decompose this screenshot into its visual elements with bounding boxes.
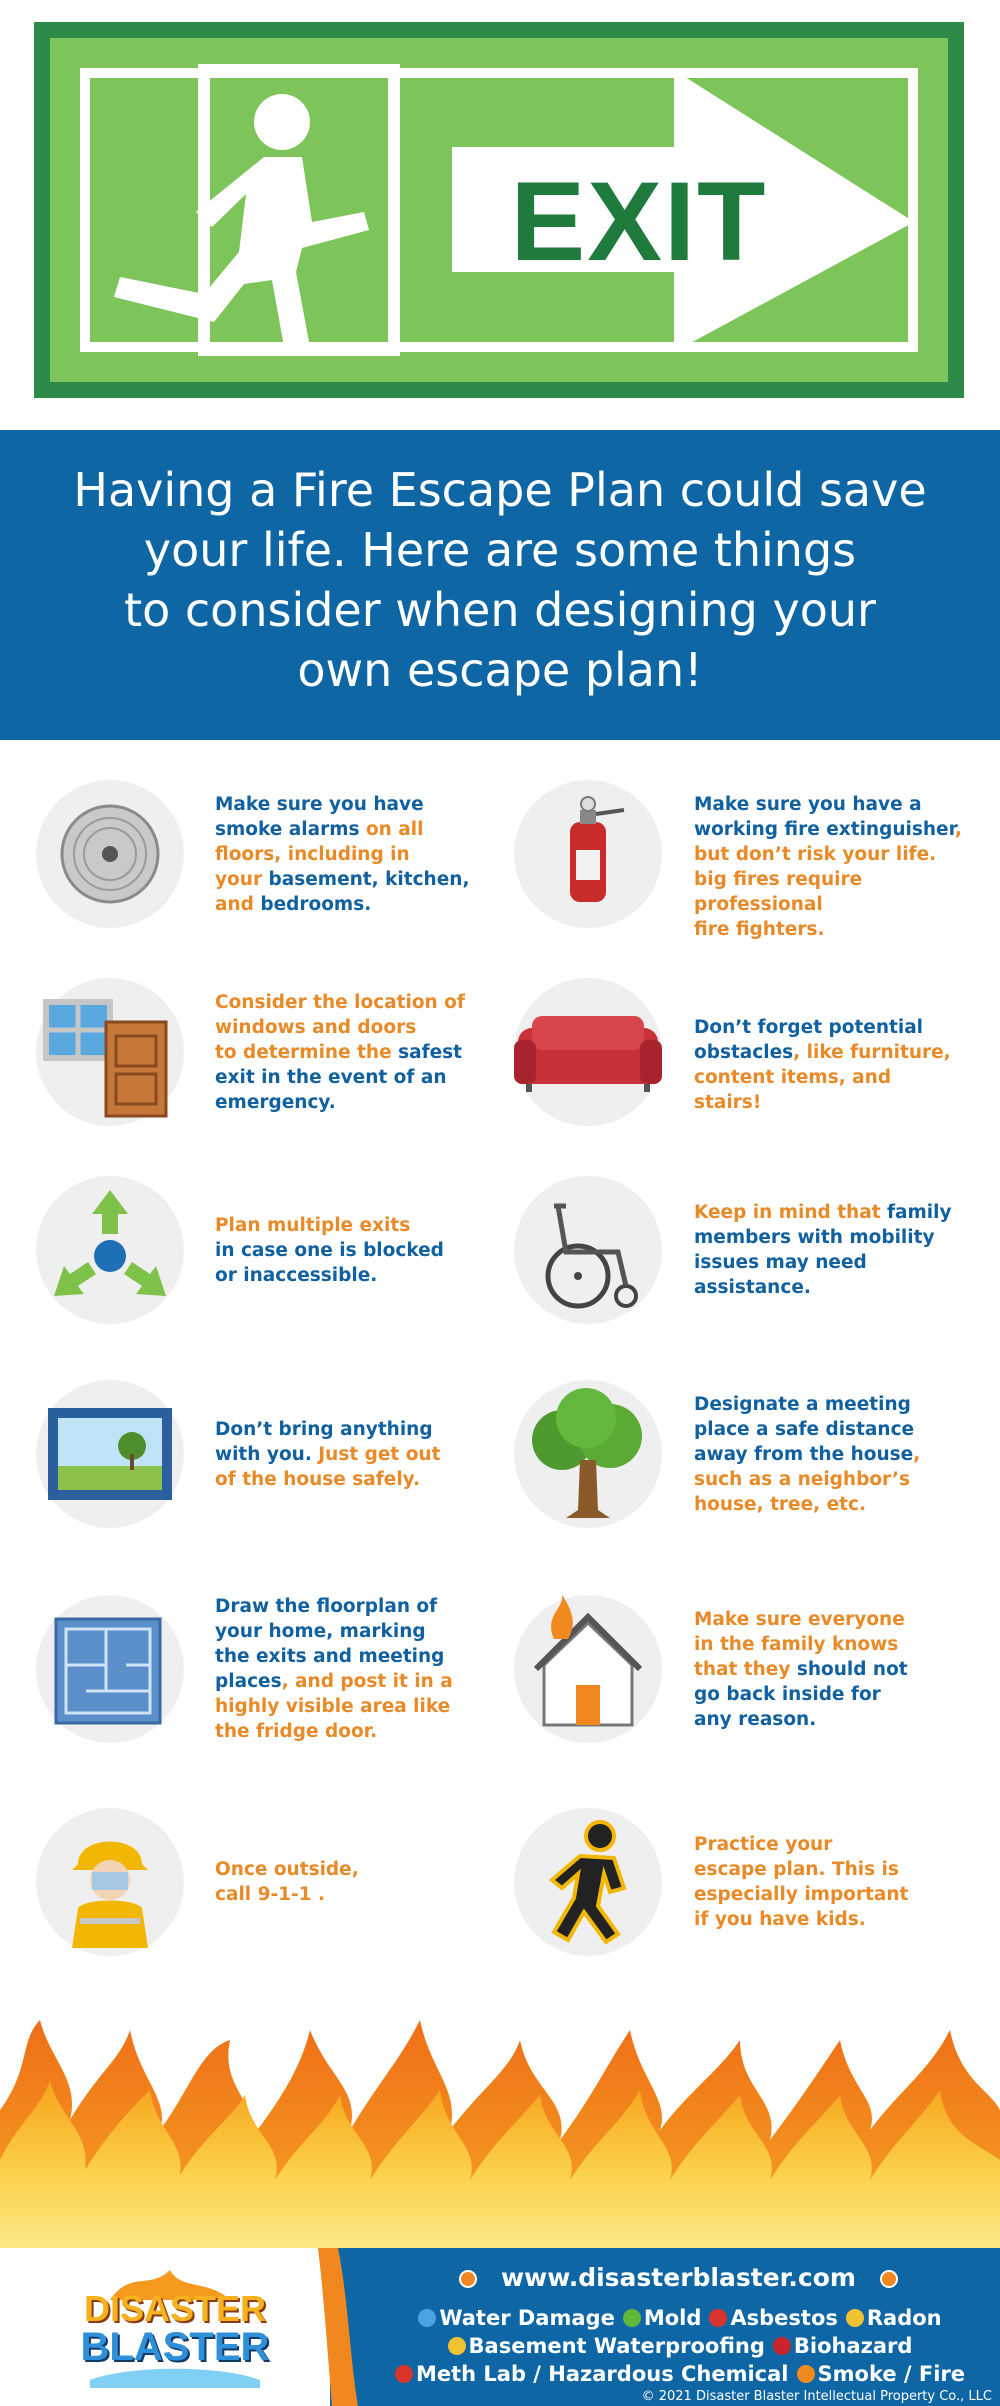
firefighter-icon <box>36 1808 184 1956</box>
tip-line <box>215 1263 485 1288</box>
service-label: Biohazard <box>793 2334 913 2358</box>
tip-line <box>694 1882 964 1907</box>
tip-line <box>215 1669 485 1694</box>
footer-url-row <box>360 2262 1000 2294</box>
tip-icon-circle <box>514 978 662 1126</box>
services-row-2 <box>360 2332 1000 2360</box>
tip-line <box>215 1694 485 1719</box>
tip-text-segment: family <box>887 1202 952 1223</box>
tip-line <box>215 1213 485 1238</box>
copyright: © 2021 Disaster Blaster Intellectual Property Co., LLC <box>641 2389 992 2404</box>
tip-text-segment: or inaccessible. <box>215 1264 378 1286</box>
tip-text-segment: should not <box>796 1658 908 1680</box>
intro-line: your life. Here are some things <box>143 523 857 577</box>
tip-icon-circle <box>514 1595 662 1743</box>
tip-icon-circle <box>36 1595 184 1743</box>
fire-extinguisher-icon <box>514 780 662 928</box>
tip-text-segment: safest <box>398 1041 463 1063</box>
tip-icon-circle <box>36 978 184 1126</box>
tip-text <box>694 792 964 942</box>
tip-text-segment: in case one is blocked <box>215 1239 444 1261</box>
wheelchair-icon <box>514 1176 662 1324</box>
tip-icon-circle <box>514 780 662 928</box>
smoke-alarm-icon <box>36 780 184 928</box>
tip-text-segment: Make sure everyone <box>694 1608 905 1630</box>
tip-text-segment: place a safe distance <box>694 1418 915 1440</box>
tip-line <box>694 867 964 917</box>
tip-text <box>215 1594 485 1744</box>
tip-line <box>215 1015 485 1040</box>
service-label: Meth Lab / Hazardous Chemical <box>415 2362 789 2386</box>
tip-line <box>694 1442 964 1467</box>
tip-text-segment: smoke alarms <box>215 818 366 840</box>
tip-icon-circle <box>514 1808 662 1956</box>
tip-text-segment: Make sure you have a <box>694 793 922 815</box>
tip-line <box>215 1090 485 1115</box>
mold-icon <box>623 2309 641 2327</box>
tip-line <box>215 1065 485 1090</box>
footer-divider-swoosh <box>318 2248 358 2406</box>
tip-text-segment: with you. <box>215 1443 319 1465</box>
tip-line <box>215 1857 485 1882</box>
biohazard-icon <box>773 2337 791 2355</box>
tip-line <box>694 1492 964 1517</box>
tip-text-segment: in the family knows <box>694 1633 899 1655</box>
exit-label: EXIT <box>510 159 768 284</box>
tip-text-segment: the fridge door. <box>215 1721 378 1742</box>
tip-line <box>694 1607 964 1632</box>
tip-icon-circle <box>36 780 184 928</box>
tip-text-segment: Don’t forget potential <box>694 1016 924 1038</box>
services-row-3 <box>360 2360 1000 2388</box>
tip-line <box>215 1882 485 1907</box>
tip-line <box>215 990 485 1015</box>
tip-text-segment: on all <box>365 818 424 840</box>
tip-icon-circle <box>514 1176 662 1324</box>
tip-text <box>694 1832 964 1932</box>
tip-text-segment: if you have kids. <box>694 1909 866 1930</box>
tip-text <box>215 1857 485 1907</box>
tip-line <box>694 1392 964 1417</box>
tip-line <box>694 1065 964 1115</box>
services-row-1 <box>360 2304 1000 2332</box>
tip-text-segment: call 9-1-1 . <box>215 1884 326 1905</box>
tip-text-segment: , and post it in a <box>281 1671 453 1692</box>
tip-text-segment: Designate a meeting <box>694 1393 911 1415</box>
floorplan-icon <box>36 1595 184 1743</box>
tip-text-segment: places <box>215 1671 282 1692</box>
exit-sign <box>34 22 964 398</box>
tip-text-segment: your home, marking <box>215 1621 426 1642</box>
disaster-blaster-logo[interactable] <box>70 2270 280 2390</box>
tip-line <box>694 1225 964 1250</box>
tip-line <box>215 1619 485 1644</box>
tip-line <box>215 867 485 892</box>
tip-text-segment: big fires require professional <box>694 868 863 915</box>
picture-frame-icon <box>36 1380 184 1528</box>
tip-text-segment: working fire extinguisher <box>694 818 955 840</box>
tip-text-segment: obstacles <box>694 1041 794 1063</box>
tip-text-segment: members with mobility <box>694 1227 935 1248</box>
running-person-icon <box>514 1808 662 1956</box>
service-label: Radon <box>866 2306 942 2330</box>
tip-text-segment: Draw the floorplan of <box>215 1596 438 1617</box>
tip-icon-circle <box>36 1808 184 1956</box>
tip-line <box>694 1657 964 1682</box>
tip-line <box>215 842 485 867</box>
tip-line <box>694 917 964 942</box>
tip-line <box>215 1594 485 1619</box>
tip-text-segment: assistance. <box>694 1277 811 1298</box>
intro-line: Having a Fire Escape Plan could save <box>73 463 927 517</box>
tip-text-segment: that they <box>694 1658 797 1680</box>
tip-text-segment: issues may need <box>694 1252 867 1273</box>
tip-line <box>694 1275 964 1300</box>
water-drop-icon <box>418 2309 436 2327</box>
tip-line <box>215 1644 485 1669</box>
service-label: Asbestos <box>730 2306 838 2330</box>
tip-text-segment: exit in the event of an <box>215 1066 447 1088</box>
tip-text-segment: especially important <box>694 1884 909 1905</box>
couch-icon <box>514 978 662 1126</box>
tip-line <box>694 1015 964 1040</box>
tip-line <box>694 1682 964 1707</box>
tip-text-segment: of the house safely. <box>215 1468 421 1490</box>
tip-icon-circle <box>514 1380 662 1528</box>
tip-text-segment: highly visible area like <box>215 1696 451 1717</box>
tip-text-segment: Make sure you have <box>215 793 424 815</box>
radon-icon <box>846 2309 864 2327</box>
tip-line <box>215 892 485 917</box>
tip-line <box>694 1907 964 1932</box>
asbestos-icon <box>709 2309 727 2327</box>
intro-banner <box>0 430 1000 740</box>
burning-house-icon <box>514 1595 662 1743</box>
tip-text-segment: Don’t bring anything <box>215 1418 433 1440</box>
tip-line <box>215 792 485 817</box>
tip-line <box>694 842 964 867</box>
tip-text-segment: the exits and meeting <box>215 1646 445 1667</box>
tip-line <box>694 1200 964 1225</box>
service-label: Smoke / Fire <box>817 2362 966 2386</box>
tip-line <box>694 792 964 817</box>
tip-text-segment: such as a neighbor’s <box>694 1468 910 1490</box>
logo-word-blaster: BLASTER <box>80 2325 270 2369</box>
tip-icon-circle <box>36 1380 184 1528</box>
tip-line <box>694 1467 964 1492</box>
tip-text <box>215 792 485 917</box>
orange-dot-icon <box>459 2270 477 2288</box>
tip-icon-circle <box>36 1176 184 1324</box>
tip-text <box>694 1015 964 1115</box>
tip-text-segment: , <box>913 1443 921 1465</box>
tip-line <box>694 1632 964 1657</box>
tree-icon <box>514 1380 662 1528</box>
flask-icon <box>395 2365 413 2383</box>
flames-decoration-icon <box>0 2010 1000 2250</box>
tip-text-segment: , <box>954 818 963 840</box>
tip-line <box>694 1707 964 1732</box>
tip-text-segment: to determine the <box>215 1041 399 1063</box>
tip-line <box>215 1442 485 1467</box>
tip-text-segment: any reason. <box>694 1708 817 1730</box>
tip-text-segment: Practice your <box>694 1834 833 1855</box>
tip-text-segment: Just get out <box>318 1443 441 1465</box>
tip-text-segment: Keep in mind that <box>694 1202 887 1223</box>
tip-line <box>215 1467 485 1492</box>
tip-line <box>215 817 485 842</box>
tip-text <box>694 1607 964 1732</box>
window-door-icon <box>36 978 184 1126</box>
tip-text-segment: go back inside for <box>694 1683 881 1705</box>
tip-text-segment: windows and doors <box>215 1016 417 1038</box>
tip-text <box>215 1213 485 1288</box>
tip-text-segment: Consider the location of <box>215 991 465 1013</box>
service-label: Water Damage <box>439 2306 615 2330</box>
tip-text-segment: Plan multiple exits <box>215 1214 411 1236</box>
tip-text-segment: but don’t risk your life. <box>694 843 937 865</box>
tip-text <box>215 1417 485 1492</box>
intro-line: own escape plan! <box>297 643 703 697</box>
tip-line <box>694 1417 964 1442</box>
tip-text-segment: basement, kitchen, <box>268 868 470 890</box>
tip-text-segment: content items, and stairs! <box>694 1066 892 1113</box>
service-label: Mold <box>643 2306 702 2330</box>
shield-icon <box>448 2337 466 2355</box>
tip-text <box>215 990 485 1115</box>
logo-word-disaster: DISASTER <box>83 2288 267 2329</box>
tip-text <box>694 1200 964 1300</box>
tip-line <box>215 1040 485 1065</box>
tip-line <box>215 1719 485 1744</box>
multiple-exits-icon <box>36 1176 184 1324</box>
tip-line <box>215 1238 485 1263</box>
flame-icon <box>797 2365 815 2383</box>
tip-text-segment: bedrooms. <box>260 893 372 915</box>
tip-text-segment: emergency. <box>215 1091 336 1113</box>
tip-text <box>694 1392 964 1517</box>
tip-text-segment: your <box>215 868 269 890</box>
tip-text-segment: house, tree, etc. <box>694 1493 866 1515</box>
tip-line <box>694 1250 964 1275</box>
tip-text-segment: floors, including in <box>215 843 410 865</box>
tip-line <box>694 1040 964 1065</box>
footer <box>0 2248 1000 2406</box>
website-link[interactable]: www.disasterblaster.com <box>501 2263 856 2292</box>
tip-line <box>694 817 964 842</box>
tip-text-segment: fire fighters. <box>694 918 825 940</box>
tip-line <box>694 1857 964 1882</box>
tip-text-segment: and <box>215 893 261 915</box>
tip-text-segment: , like furniture, <box>793 1041 951 1063</box>
service-label: Basement Waterproofing <box>468 2334 765 2358</box>
tip-text-segment: escape plan. This is <box>694 1859 899 1880</box>
intro-text <box>40 460 960 700</box>
tip-line <box>215 1417 485 1442</box>
intro-line: to consider when designing your <box>124 583 876 637</box>
tip-line <box>694 1832 964 1857</box>
tip-text-segment: Once outside, <box>215 1859 359 1880</box>
orange-dot-icon <box>880 2270 898 2288</box>
tip-text-segment: away from the house <box>694 1443 914 1465</box>
